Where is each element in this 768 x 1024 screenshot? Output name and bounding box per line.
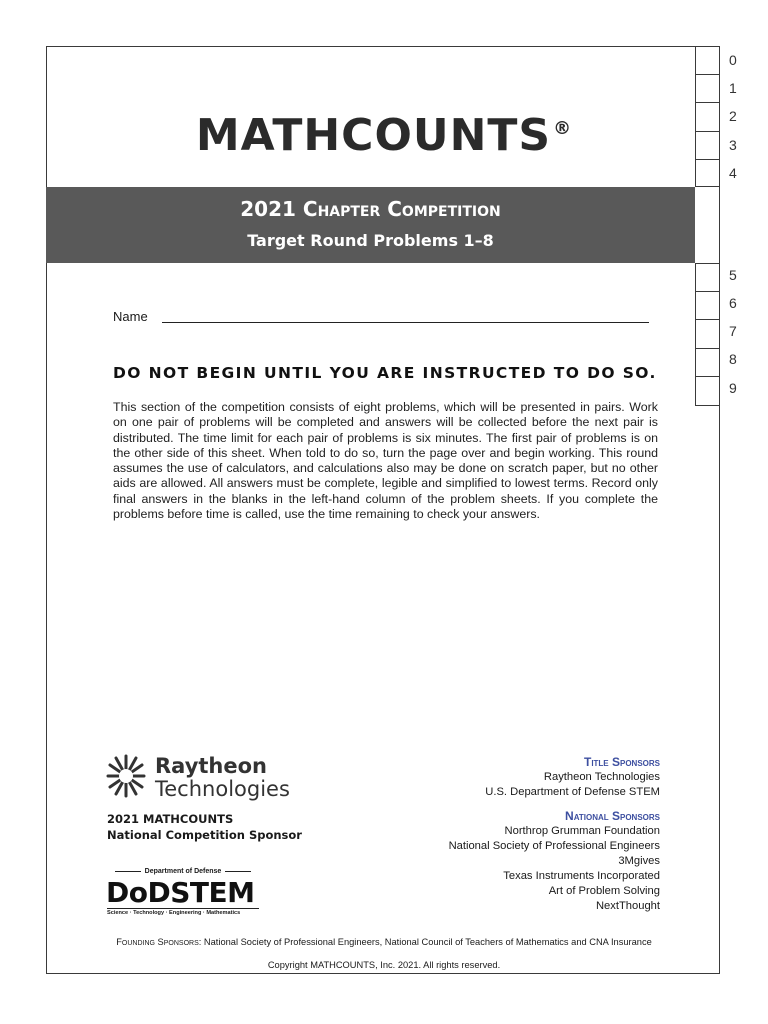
founding-label: Founding Sponsors: [116,937,202,947]
copyright-notice: Copyright MATHCOUNTS, Inc. 2021. All rights reserved. [267,960,501,970]
dod-tagline: Science · Technology · Engineering · Mathematics [107,908,259,916]
instructions-text: This section of the competition consists of eight problems, which will be presented in pairs. Work on one pair of problems will be completed and answers will be collected before the next pair is distributed. The time limit for each pair of problems is six minutes. The first pair of problems is on the other side of this sheet. When told to do so, turn the page over and begin working. This round assumes the use of calculators, and calculations also may be done on scratch paper, but no other aids are allowed. All answers must be complete, legible and simplified to lowest terms. Record only final answers in the blanks in the left-hand column of the problem sheets. If you complete the problems before time is called, use the time remaining to check your answers. [113,400,658,522]
raytheon-technologies: Technologies [155,777,290,801]
national-sponsors-heading: National Sponsors [565,809,660,823]
sponsor-item: National Society of Professional Engineers [448,840,660,852]
sponsor-item: Raytheon Technologies [543,771,660,783]
box-label: 5 [729,267,737,283]
box-label: 3 [729,137,737,153]
title-sponsors-heading: Title Sponsors [583,755,660,769]
name-label: Name [113,309,148,324]
round-subtitle: Target Round Problems 1–8 [247,231,494,250]
dod-department-label: Department of Defense [107,868,259,875]
answer-box [695,292,720,321]
logo-text: MATHCOUNTS [195,110,552,161]
box-label: 7 [729,323,737,339]
sponsor-item: NextThought [595,900,660,912]
registered-mark: ® [553,118,573,139]
warning-heading: DO NOT BEGIN UNTIL YOU ARE INSTRUCTED TO DO SO. [113,364,657,382]
competition-sponsor-year: 2021 MATHCOUNTS [107,812,234,826]
box-label: 2 [729,108,737,124]
box-label: 9 [729,380,737,396]
box-label: 0 [729,52,737,68]
sponsor-item: Art of Problem Solving [548,885,660,897]
answer-box [695,103,720,132]
competition-sponsor-label: National Competition Sponsor [107,828,302,842]
box-label: 4 [729,165,737,181]
title-banner [46,187,695,263]
answer-box [695,75,720,104]
answer-box [695,377,720,406]
founding-sponsors [0,937,768,947]
sponsor-item: Northrop Grumman Foundation [504,825,660,837]
sponsor-item: U.S. Department of Defense STEM [485,786,660,798]
box-label: 8 [729,351,737,367]
founding-text: National Society of Professional Engineers, National Council of Teachers of Mathematics and CNA Insurance [201,937,652,947]
raytheon-burst-icon [106,752,146,800]
answer-box [695,349,720,378]
answer-box [695,160,720,187]
dodstem-logo: DoDSTEM [106,876,255,909]
sponsor-item: Texas Instruments Incorporated [503,870,660,882]
name-field-line[interactable] [162,322,649,323]
mathcounts-logo [0,110,768,161]
answer-box [695,46,720,75]
raytheon-name: Raytheon [155,754,267,778]
answer-box [695,320,720,349]
competition-title: 2021 Chapter Competition [240,197,501,221]
sponsor-list [449,755,660,914]
answer-box [695,263,720,292]
sponsor-item: 3Mgives [618,855,660,867]
box-label: 6 [729,295,737,311]
box-label: 1 [729,80,737,96]
answer-box [695,132,720,161]
